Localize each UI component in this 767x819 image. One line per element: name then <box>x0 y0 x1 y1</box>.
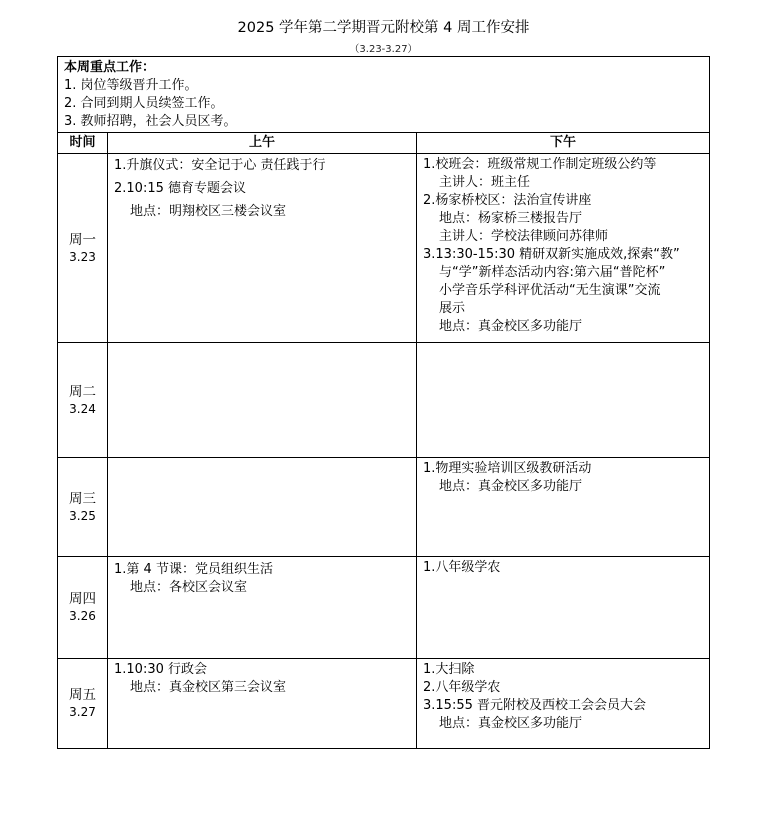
day-name: 周一 <box>69 231 96 248</box>
schedule-item-continuation: 与“学”新样态活动内容:第六届“普陀杯” <box>439 265 666 280</box>
header-row <box>58 133 710 154</box>
schedule-item: 2.杨家桥校区：法治宣传讲座 <box>423 193 592 208</box>
day-date: 3.23 <box>69 249 96 264</box>
focus-item: 2. 合同到期人员续签工作。 <box>64 96 224 111</box>
schedule-item: 2.10:15 德育专题会议 <box>114 181 246 196</box>
schedule-detail: 地点：真金校区多功能厅 <box>439 716 583 731</box>
header-afternoon: 下午 <box>417 133 710 154</box>
header-time: 时间 <box>58 133 108 154</box>
focus-item: 1. 岗位等级晋升工作。 <box>64 78 198 93</box>
focus-title: 本周重点工作： <box>64 60 156 75</box>
afternoon-cell <box>417 458 710 557</box>
day-label <box>58 343 108 458</box>
schedule-detail: 地点：杨家桥三楼报告厅 <box>439 211 583 226</box>
day-row-wednesday <box>58 458 710 557</box>
schedule-item: 1.校班会：班级常规工作制定班级公约等 <box>423 157 657 172</box>
day-name: 周四 <box>69 591 96 607</box>
page-title: 2025 学年第二学期晋元附校第 4 周工作安排 <box>237 20 530 36</box>
afternoon-cell <box>417 557 710 659</box>
schedule-item: 3.13:30-15:30 精研双新实施成效,探索“教” <box>423 247 680 262</box>
schedule-detail: 地点：各校区会议室 <box>130 580 248 595</box>
schedule-item-continuation: 展示 <box>439 301 466 316</box>
schedule-item: 2.八年级学农 <box>423 680 501 695</box>
day-date: 3.25 <box>69 508 96 523</box>
day-label <box>58 458 108 557</box>
morning-cell <box>108 659 417 749</box>
schedule-item: 1.大扫除 <box>423 662 475 677</box>
schedule-item: 3.15:55 晋元附校及西校工会会员大会 <box>423 698 646 713</box>
day-name: 周五 <box>69 687 96 703</box>
day-row-thursday <box>58 557 710 659</box>
date-range: （3.23-3.27） <box>349 44 418 55</box>
schedule-item: 1.物理实验培训区级教研活动 <box>423 461 592 476</box>
day-label <box>58 154 108 343</box>
schedule-detail: 地点：明翔校区三楼会议室 <box>130 204 287 219</box>
day-label <box>58 557 108 659</box>
focus-section <box>58 57 710 133</box>
day-label <box>58 659 108 749</box>
day-row-monday <box>58 154 710 343</box>
morning-cell <box>108 557 417 659</box>
morning-cell <box>108 343 417 458</box>
schedule-item: 1.第 4 节课：党员组织生活 <box>114 562 273 577</box>
day-date: 3.24 <box>69 401 96 416</box>
schedule-detail: 主讲人：班主任 <box>439 175 531 190</box>
day-row-friday <box>58 659 710 749</box>
day-name: 周三 <box>69 490 96 507</box>
day-date: 3.27 <box>69 705 96 719</box>
schedule-item: 1.八年级学农 <box>423 560 501 575</box>
schedule-detail: 地点：真金校区多功能厅 <box>439 319 583 334</box>
focus-row <box>58 57 710 133</box>
morning-cell <box>108 458 417 557</box>
header-morning: 上午 <box>108 133 417 154</box>
afternoon-cell <box>417 659 710 749</box>
schedule-item: 1.升旗仪式：安全记于心 责任践于行 <box>114 158 326 173</box>
schedule-detail: 主讲人：学校法律顾问苏律师 <box>439 229 609 244</box>
day-name: 周二 <box>69 383 96 400</box>
day-date: 3.26 <box>69 609 96 623</box>
schedule-item: 1.10:30 行政会 <box>114 662 207 677</box>
schedule-table <box>57 56 710 749</box>
afternoon-cell <box>417 154 710 343</box>
schedule-detail: 地点：真金校区多功能厅 <box>439 479 583 494</box>
schedule-detail: 地点：真金校区第三会议室 <box>130 680 287 695</box>
focus-item: 3. 教师招聘，社会人员区考。 <box>64 114 237 129</box>
morning-cell <box>108 154 417 343</box>
schedule-item-continuation: 小学音乐学科评优活动“无生演课”交流 <box>439 283 661 298</box>
day-row-tuesday <box>58 343 710 458</box>
afternoon-cell <box>417 343 710 458</box>
